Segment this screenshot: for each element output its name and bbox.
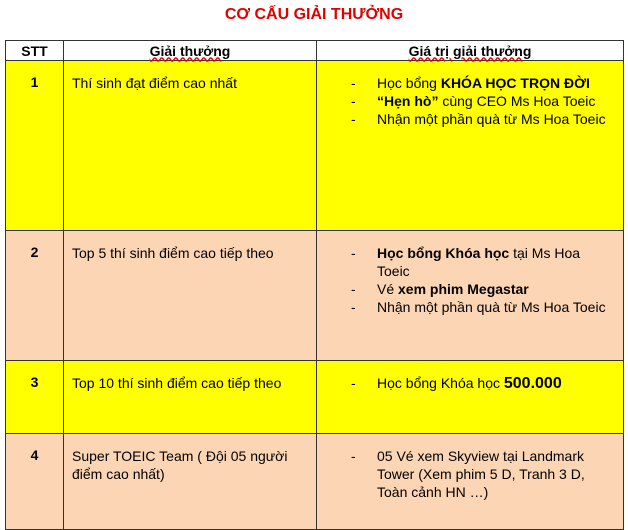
value-list [351,447,613,501]
list-item: - Vé xem phim Megastar [351,280,613,298]
row-number: 2 [6,231,64,361]
header-value-label: Giá trị giải thưởng [408,42,532,59]
awards-table [5,40,624,530]
list-item: - Nhận một phần quà từ Ms Hoa Toeic [351,298,613,316]
table-header-row [6,41,624,61]
list-item: - Học bổng Khóa học tại Ms Hoa Toeic [351,244,613,280]
list-item: - Học bổng KHÓA HỌC TRỌN ĐỜI [351,74,613,92]
header-value [317,41,624,61]
award-name: Super TOEIC Team ( Đội 05 người điểm cao nhất) [64,434,317,530]
award-value [317,361,624,434]
list-item: - Nhận một phần quà từ Ms Hoa Toeic [351,110,613,128]
award-value [317,61,624,231]
value-list [351,244,613,316]
header-award [64,41,317,61]
header-stt: STT [6,41,64,61]
row-number: 4 [6,434,64,530]
table-row [6,61,624,231]
award-name: Top 10 thí sinh điểm cao tiếp theo [64,361,317,434]
list-item: - 05 Vé xem Skyview tại Landmark Tower (Xem phim 5 D, Tranh 3 D, Toàn cảnh HN …) [351,447,613,501]
table-row [6,434,624,530]
page-title: CƠ CẤU GIẢI THƯỞNG [224,6,404,23]
award-value [317,434,624,530]
table-row [6,231,624,361]
award-value [317,231,624,361]
row-number: 3 [6,361,64,434]
award-name: Top 5 thí sinh điểm cao tiếp theo [64,231,317,361]
table-row [6,361,624,434]
row-number: 1 [6,61,64,231]
value-list [351,374,613,393]
list-item: - “Hẹn hò” cùng CEO Ms Hoa Toeic [351,92,613,110]
list-item: - Học bổng Khóa học 500.000 [351,374,613,393]
header-award-label: Giải thưởng [149,42,231,59]
value-list [351,74,613,128]
award-name: Thí sinh đạt điểm cao nhất [64,61,317,231]
